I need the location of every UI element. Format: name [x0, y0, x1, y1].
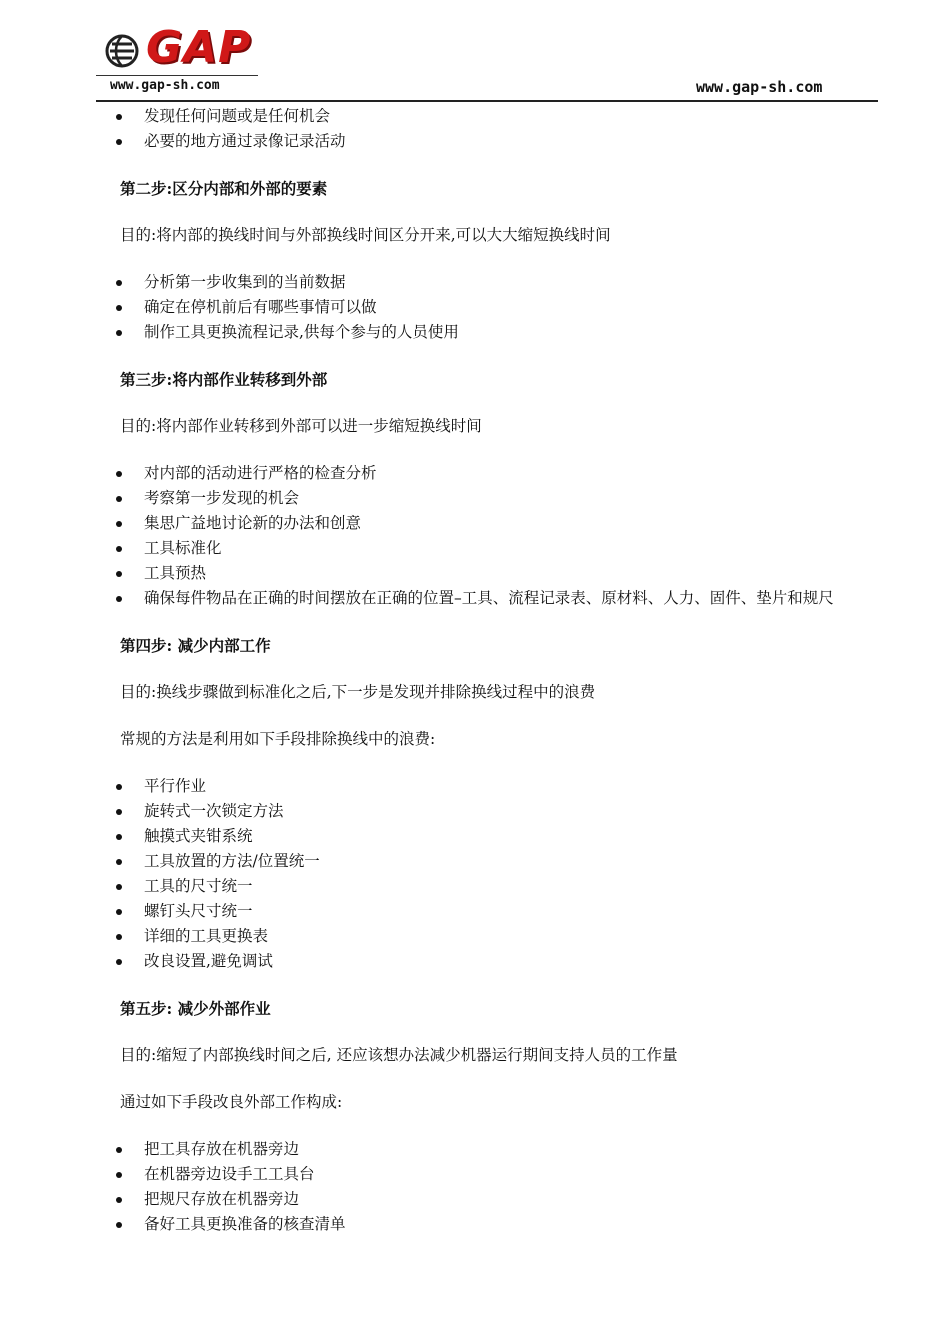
step4-section — [0, 633, 950, 974]
list-item: 确保每件物品在正确的时间摆放在正确的位置–工具、流程记录表、原材料、人力、固件、垫片和规尺 — [0, 586, 950, 611]
list-item: 对内部的活动进行严格的检查分析 — [0, 461, 950, 486]
logo-wordmark: GAP — [146, 22, 252, 73]
list-item: 在机器旁边设手工工具台 — [0, 1162, 950, 1187]
bullet-icon — [116, 114, 122, 120]
list-item: 发现任何问题或是任何机会 — [0, 104, 950, 129]
step2-heading: 第二步:区分内部和外部的要素 — [120, 179, 328, 198]
list-item: 工具预热 — [0, 561, 950, 586]
step5-section — [0, 996, 950, 1237]
list-item: 考察第一步发现的机会 — [0, 486, 950, 511]
header-rule — [96, 100, 878, 102]
step2-list — [0, 270, 950, 345]
list-item: 详细的工具更换表 — [0, 924, 950, 949]
list-item: 确定在停机前后有哪些事情可以做 — [0, 295, 950, 320]
step5-goal: 目的:缩短了内部换线时间之后, 还应该想办法减少机器运行期间支持人员的工作量 — [120, 1046, 678, 1064]
bullet-icon — [116, 471, 122, 477]
list-item: 分析第一步收集到的当前数据 — [0, 270, 950, 295]
step3-heading: 第三步:将内部作业转移到外部 — [120, 370, 328, 389]
bullet-icon — [116, 1147, 122, 1153]
list-item: 螺钉头尺寸统一 — [0, 899, 950, 924]
bullet-icon — [116, 546, 122, 552]
bullet-icon — [116, 330, 122, 336]
list-item: 制作工具更换流程记录,供每个参与的人员使用 — [0, 320, 950, 345]
bullet-icon — [116, 280, 122, 286]
step2-goal: 目的:将内部的换线时间与外部换线时间区分开来,可以大大缩短换线时间 — [120, 226, 611, 244]
bullet-icon — [116, 809, 122, 815]
list-item: 把工具存放在机器旁边 — [0, 1137, 950, 1162]
step4-heading: 第四步: 减少内部工作 — [120, 636, 271, 655]
bullet-icon — [116, 571, 122, 577]
list-item: 把规尺存放在机器旁边 — [0, 1187, 950, 1212]
list-item: 工具放置的方法/位置统一 — [0, 849, 950, 874]
step5-list — [0, 1137, 950, 1237]
globe-logo-icon — [104, 30, 140, 72]
step5-heading: 第五步: 减少外部作业 — [120, 999, 271, 1018]
bullet-icon — [116, 1197, 122, 1203]
bullet-icon — [116, 884, 122, 890]
list-item: 平行作业 — [0, 774, 950, 799]
bullet-icon — [116, 1172, 122, 1178]
list-item: 集思广益地讨论新的办法和创意 — [0, 511, 950, 536]
bullet-icon — [116, 305, 122, 311]
step4-method: 常规的方法是利用如下手段排除换线中的浪费: — [120, 730, 436, 748]
step4-list — [0, 774, 950, 974]
bullet-icon — [116, 859, 122, 865]
bullet-icon — [116, 959, 122, 965]
intro-list — [0, 104, 950, 154]
logo-divider — [96, 75, 258, 76]
bullet-icon — [116, 496, 122, 502]
list-item: 触摸式夹钳系统 — [0, 824, 950, 849]
step2-section — [0, 176, 950, 345]
step4-goal: 目的:换线步骤做到标准化之后,下一步是发现并排除换线过程中的浪费 — [120, 683, 596, 701]
bullet-icon — [116, 139, 122, 145]
header-site-link[interactable]: www.gap-sh.com — [696, 78, 823, 96]
list-item: 备好工具更换准备的核查清单 — [0, 1212, 950, 1237]
bullet-icon — [116, 784, 122, 790]
step3-list — [0, 461, 950, 611]
bullet-icon — [116, 834, 122, 840]
bullet-icon — [116, 1222, 122, 1228]
page-header — [0, 0, 950, 104]
list-item: 工具标准化 — [0, 536, 950, 561]
bullet-icon — [116, 909, 122, 915]
bullet-icon — [116, 596, 122, 602]
step3-section — [0, 367, 950, 611]
list-item: 工具的尺寸统一 — [0, 874, 950, 899]
list-item: 必要的地方通过录像记录活动 — [0, 129, 950, 154]
step3-goal: 目的:将内部作业转移到外部可以进一步缩短换线时间 — [120, 417, 482, 435]
bullet-icon — [116, 521, 122, 527]
step5-method: 通过如下手段改良外部工作构成: — [120, 1093, 343, 1111]
bullet-icon — [116, 934, 122, 940]
logo-url: www.gap-sh.com — [110, 78, 220, 93]
list-item: 旋转式一次锁定方法 — [0, 799, 950, 824]
list-item: 改良设置,避免调试 — [0, 949, 950, 974]
document-body — [0, 104, 950, 1237]
